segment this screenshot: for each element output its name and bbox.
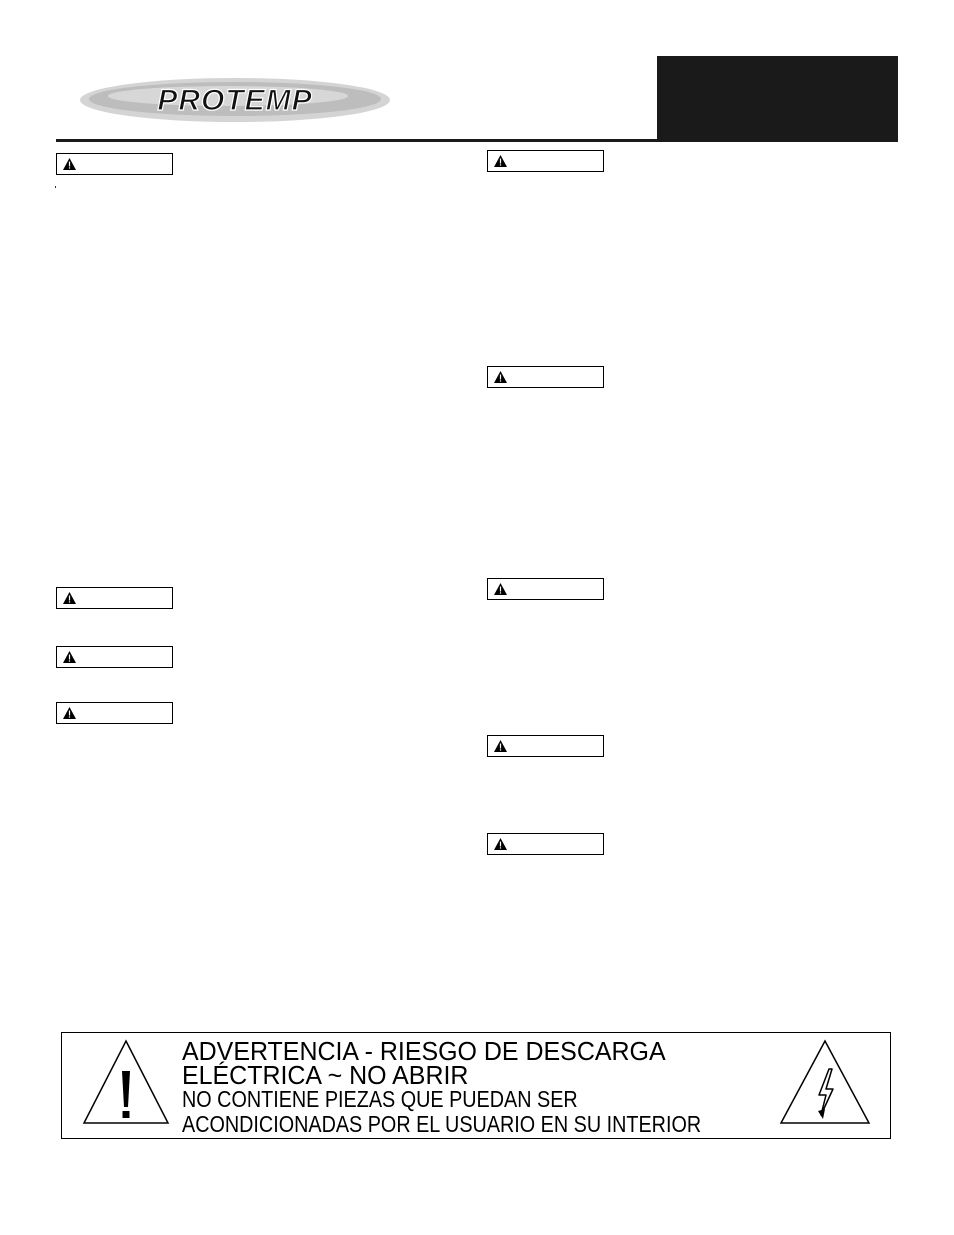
warning-box xyxy=(487,366,604,388)
header-divider xyxy=(56,139,898,142)
protemp-logo xyxy=(78,72,392,128)
warning-triangle-icon xyxy=(63,158,76,170)
warning-triangle-icon xyxy=(494,838,507,850)
warning-box xyxy=(487,735,604,757)
exclamation-triangle-icon xyxy=(82,1039,170,1125)
warning-box xyxy=(56,646,173,668)
warning-triangle-icon xyxy=(494,155,507,167)
danger-line-1: ADVERTENCIA - RIESGO DE DESCARGA xyxy=(182,1036,666,1066)
warning-box xyxy=(487,150,604,172)
danger-line-3: NO CONTIENE PIEZAS QUE PUEDAN SER xyxy=(182,1086,578,1112)
danger-line-4: ACONDICIONADAS POR EL USUARIO EN SU INTERIOR xyxy=(182,1111,702,1137)
print-speck xyxy=(55,186,56,188)
warning-triangle-icon xyxy=(494,583,507,595)
lightning-triangle-icon xyxy=(779,1039,871,1125)
warning-triangle-icon xyxy=(63,707,76,719)
brand-name: PROTEMP xyxy=(157,84,313,117)
danger-line-2: ELÉCTRICA ~ NO ABRIR xyxy=(182,1060,469,1090)
warning-triangle-icon xyxy=(494,740,507,752)
warning-box xyxy=(487,833,604,855)
warning-triangle-icon xyxy=(494,371,507,383)
warning-triangle-icon xyxy=(63,592,76,604)
warning-box xyxy=(56,702,173,724)
warning-box xyxy=(487,578,604,600)
electric-shock-warning-panel xyxy=(61,1032,891,1139)
warning-box xyxy=(56,153,173,175)
header-block xyxy=(657,56,898,142)
warning-box xyxy=(56,587,173,609)
warning-triangle-icon xyxy=(63,651,76,663)
